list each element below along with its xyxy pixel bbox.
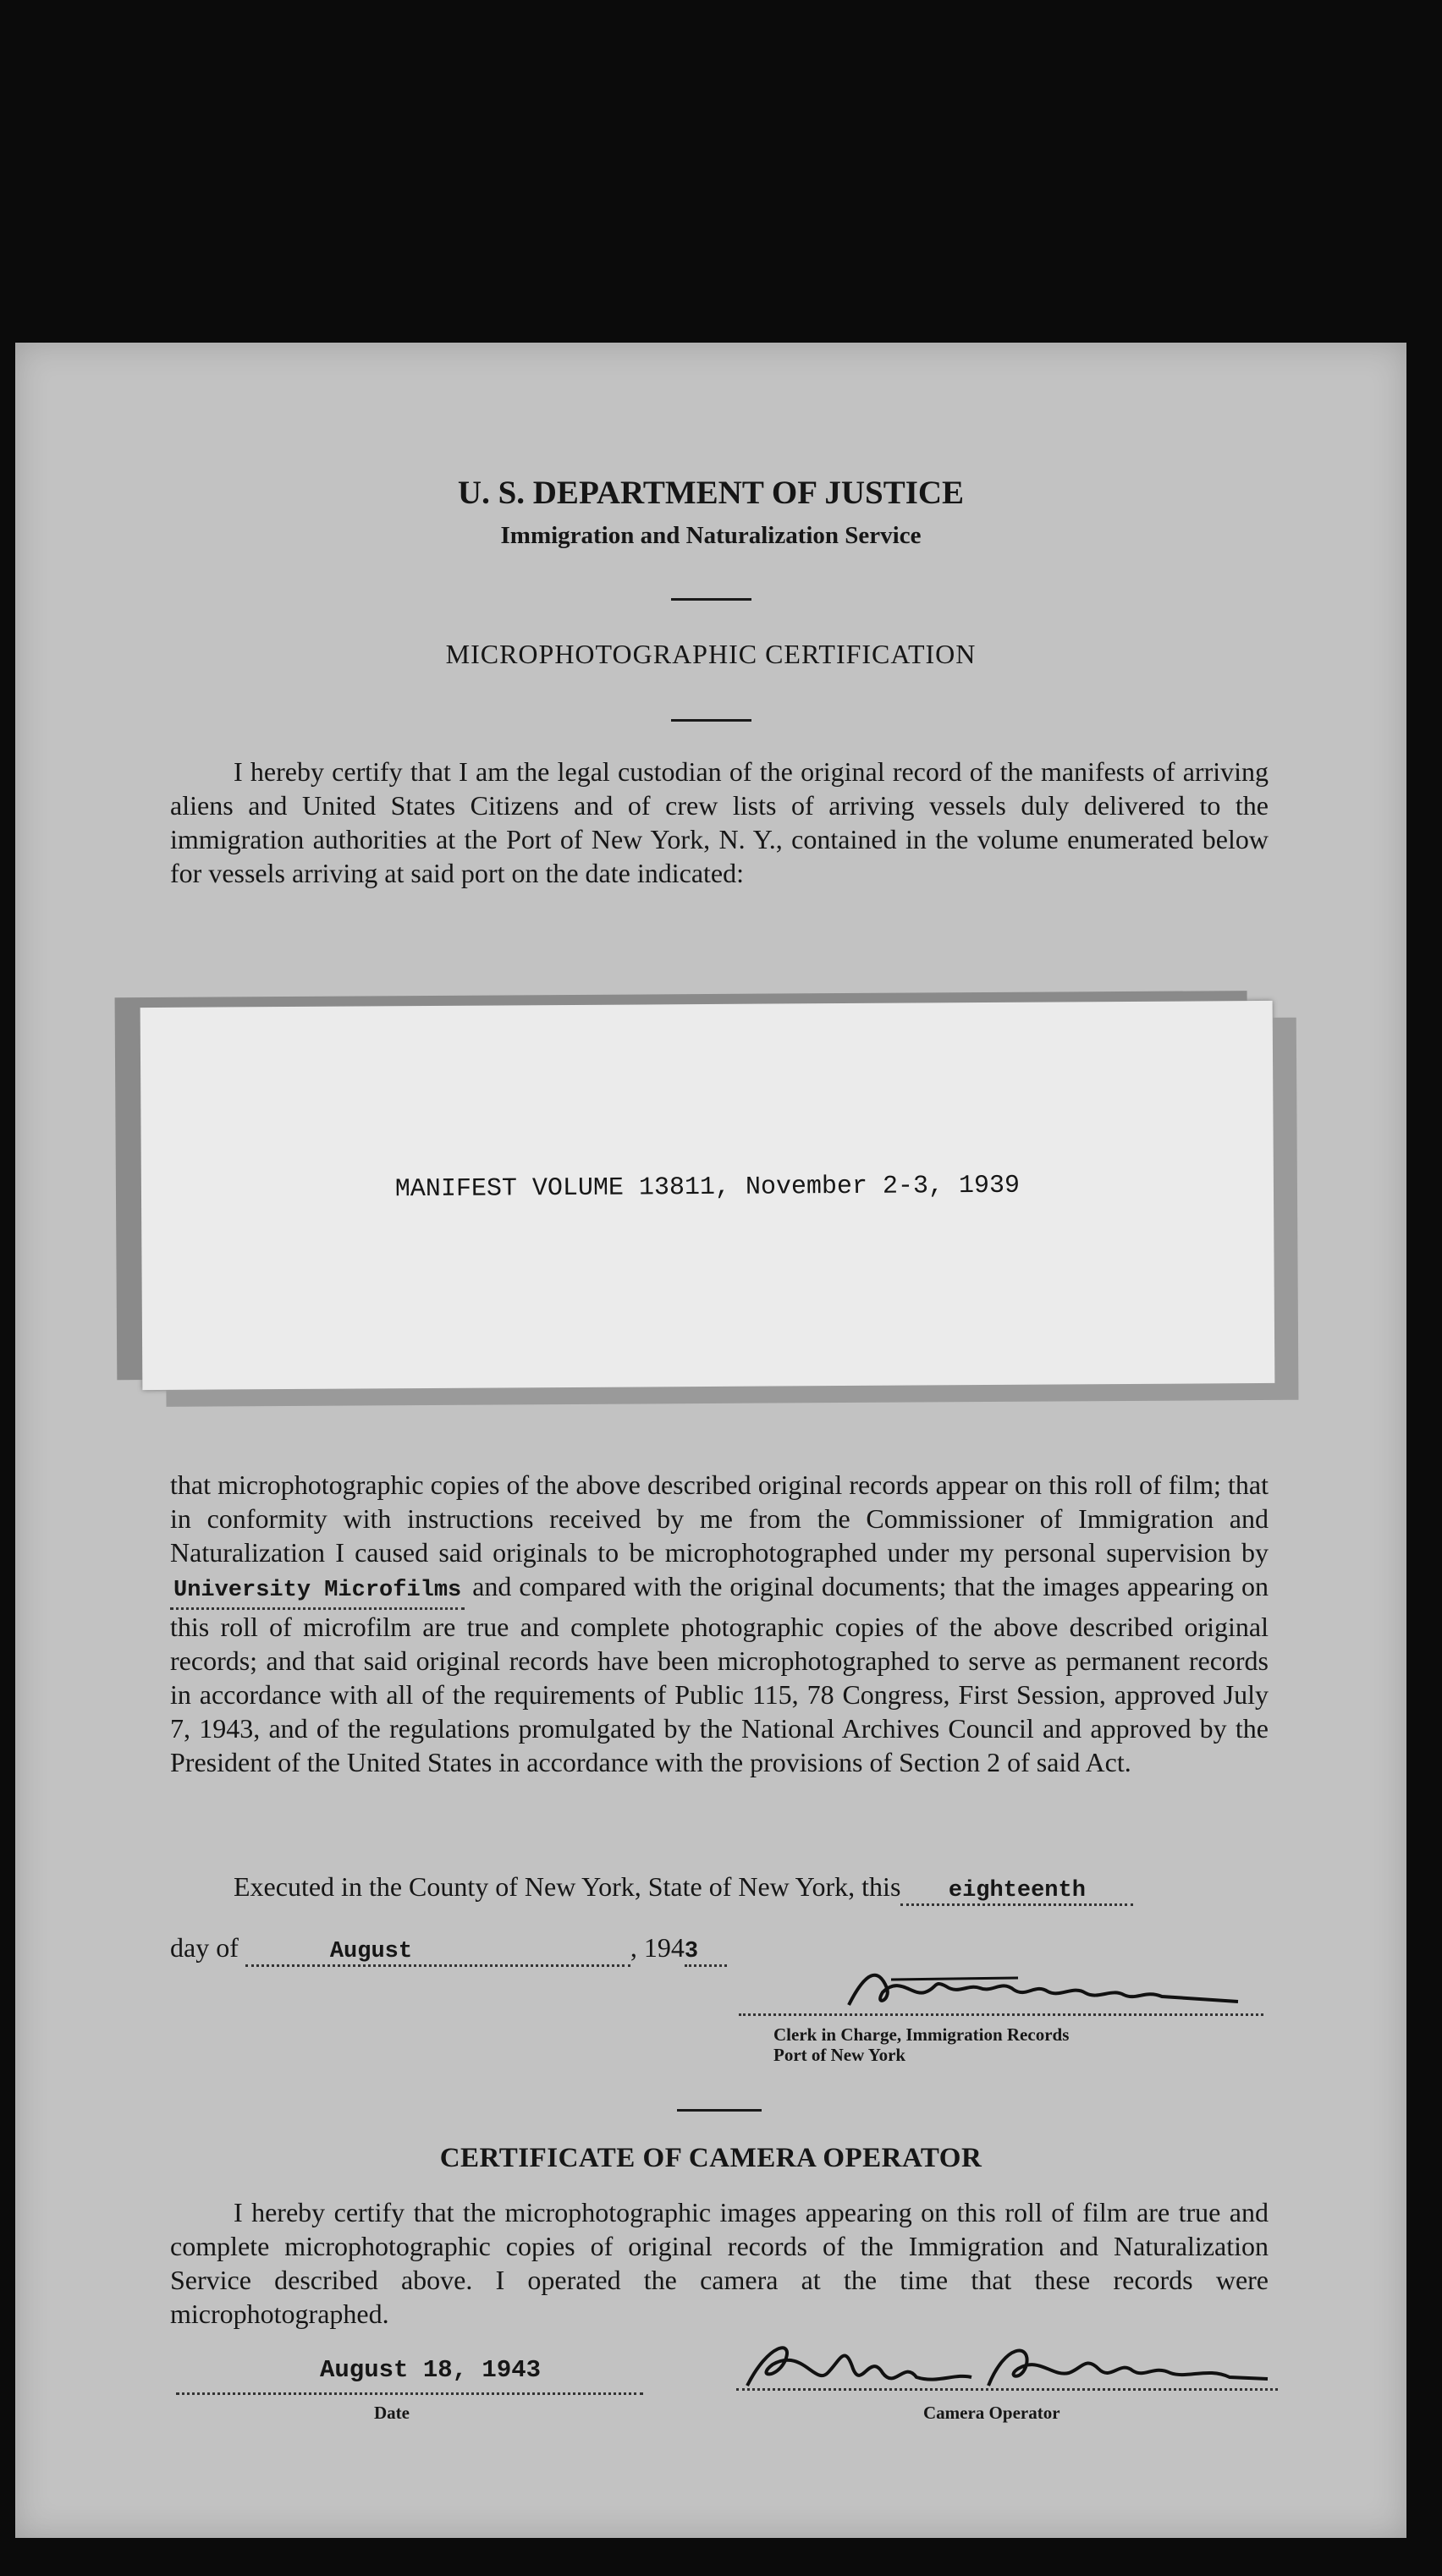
day-of-line <box>170 1932 727 1967</box>
date-value: August 18, 1943 <box>320 2356 542 2384</box>
camera-operator-label: Camera Operator <box>923 2403 1060 2423</box>
year-field <box>685 1932 727 1967</box>
certification-heading: MICROPHOTOGRAPHIC CERTIFICATION <box>445 639 977 669</box>
month-field <box>245 1932 630 1967</box>
department-title: U. S. DEPARTMENT OF JUSTICE <box>457 475 965 511</box>
manifest-volume-card <box>140 1001 1275 1390</box>
execution-day-field <box>900 1871 1133 1906</box>
clerk-title <box>773 2024 1069 2065</box>
execution-line <box>234 1871 1133 1906</box>
date-line <box>176 2392 643 2395</box>
document-page <box>15 343 1406 2538</box>
certification-body <box>170 1468 1269 1779</box>
year-prefix: , 194 <box>630 1932 685 1963</box>
day-of-label: day of <box>170 1932 239 1963</box>
execution-prefix: Executed in the County of New York, State of New York, this <box>234 1871 901 1902</box>
body-text-part1: that microphotographic copies of the above described original records appear on this roll of film; that in conformity with instructions received by me from the Commissioner of Immigration and Naturalization I caused said originals to be microphotographed under my personal supervision by <box>170 1469 1269 1568</box>
divider-rule <box>677 2109 762 2112</box>
divider-rule <box>671 598 751 601</box>
camera-operator-heading: CERTIFICATE OF CAMERA OPERATOR <box>439 2143 982 2173</box>
divider-rule <box>671 719 751 722</box>
clerk-signature <box>840 1954 1263 2022</box>
manifest-volume-text: MANIFEST VOLUME 13811, November 2-3, 1939 <box>394 1171 1021 1205</box>
operator-signature <box>735 2326 1276 2403</box>
body-text-part2: and compared with the original documents; that the images appearing on this roll of microfilm are true and complete photographic copies of the above described original records; and that said original records have been microphotographed to serve as permanent records in accordance with all of the requirements of Public 115, 78 Congress, First Session, approved July 7, 1943, and of the regulations promulgated by the National Archives Council and approved by the President of the United States in accordance with the provisions of Section 2 of said Act. <box>170 1571 1269 1777</box>
supervisor-field <box>170 1569 465 1610</box>
year-digit: 3 <box>684 1939 699 1964</box>
camera-operator-paragraph: I hereby certify that the microphotographic images appearing on this roll of film are true and complete microphotographic copies of original records of the Immigration and Naturalization Service described above. I operated the camera at the time that these records were microphotographed. <box>170 2197 1269 2329</box>
execution-day: eighteenth <box>948 1878 1086 1903</box>
intro-paragraph: I hereby certify that I am the legal custodian of the original record of the manifests of arriving aliens and United States Citizens and of crew lists of arriving vessels duly delivered to the immigration authorities at the Port of New York, N. Y., contained in the volume enumerated below for vessels arriving at said port on the date indicated: <box>170 756 1269 888</box>
date-label: Date <box>374 2403 410 2423</box>
service-subtitle: Immigration and Naturalization Service <box>500 522 922 549</box>
supervisor-value: University Microfilms <box>173 1578 462 1603</box>
clerk-title-line1: Clerk in Charge, Immigration Records <box>773 2024 1070 2045</box>
execution-month: August <box>329 1939 413 1964</box>
clerk-title-line2: Port of New York <box>773 2045 906 2065</box>
